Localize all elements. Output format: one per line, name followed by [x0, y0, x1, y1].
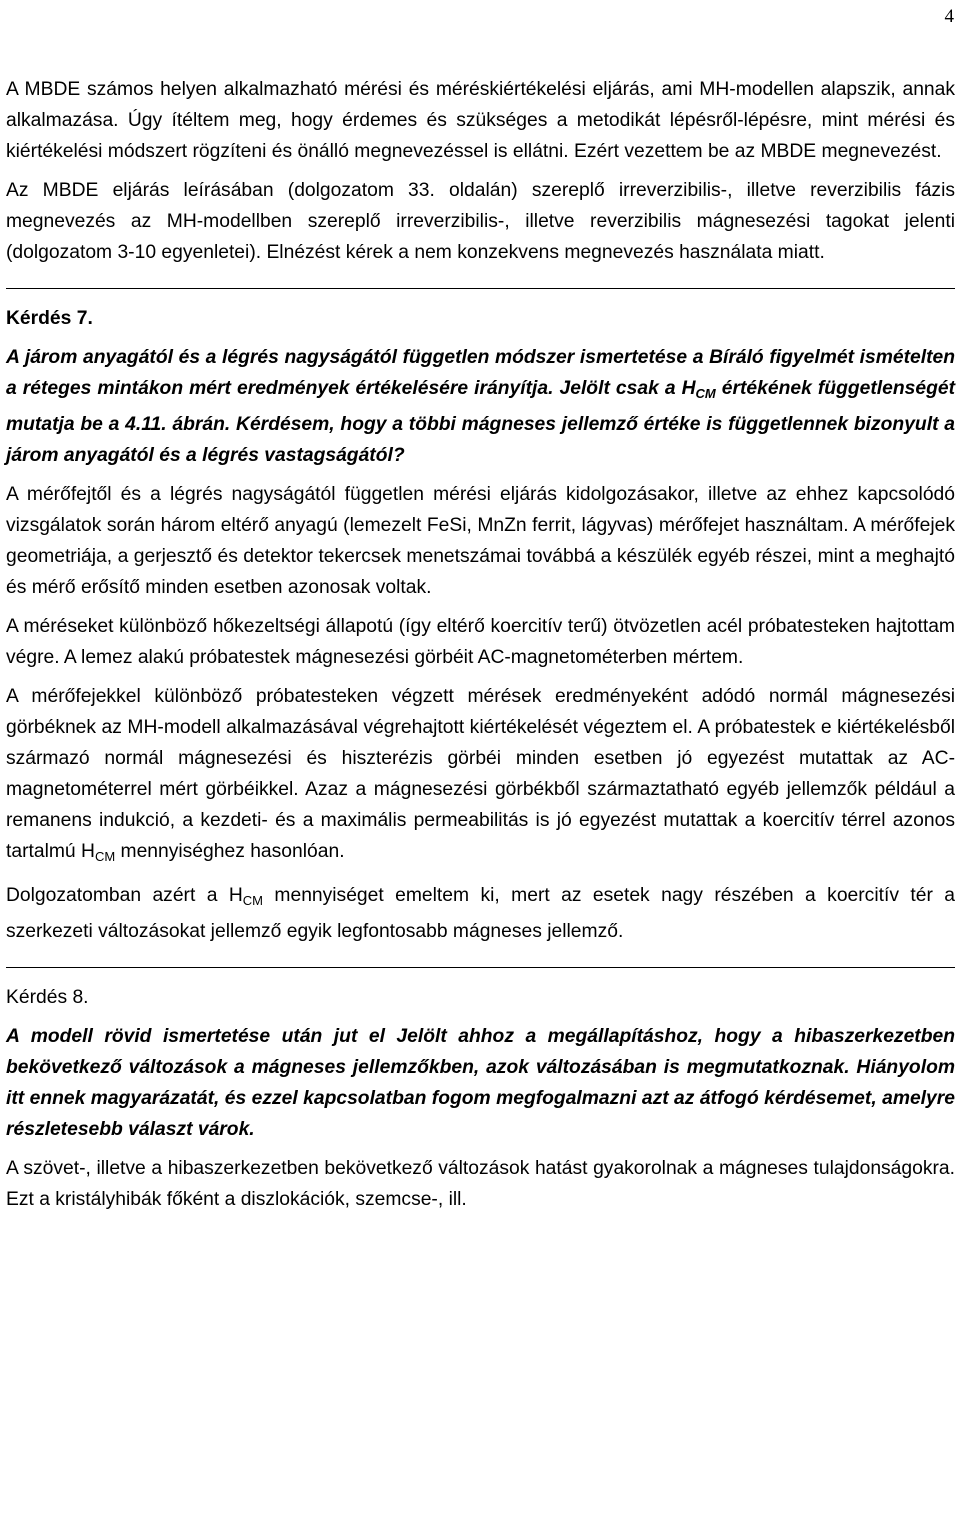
question-8-heading: Kérdés 8. [6, 987, 89, 1008]
page-number: 4 [944, 6, 954, 27]
answer-8-paragraph-1: A szövet-, illetve a hibaszerkezetben bekövetkező változások hatást gyakorolnak a mágneses tulajdonságokra. Ezt a kristályhibák főként a diszlokációk, szemcse-, ill. [6, 1158, 955, 1210]
section-divider [6, 288, 955, 289]
answer-7-text-part: mennyiséget emeltem ki, mert az esetek nagy részében a koercitív tér a szerkezeti változásokat jellemző egyik legfontosabb mágneses jellemző. [6, 885, 955, 942]
question-7-heading: Kérdés 7. [6, 308, 93, 329]
section-divider [6, 967, 955, 968]
question-8-text: A modell rövid ismertetése után jut el Jelölt ahhoz a megállapításhoz, hogy a hibaszerkezetben bekövetkező változások a mágneses jellemzőkben, azok változásában is megmutatkoznak. Hiányolom itt ennek magyarázatát, és ezzel kapcsolatban fogom megfogalmazni azt az átfogó kérdésemet, amelyre részletesebb választ várok. [6, 1026, 955, 1140]
question-7-text-part: A járom anyagától és a légrés nagyságától független módszer ismertetése a Bíráló figyelmét ismételten a réteges mintákon mért eredmények értékelésére irányítja. Jelölt csak a H [6, 347, 955, 399]
subscript: CM [695, 386, 716, 401]
intro-paragraph-2: Az MBDE eljárás leírásában (dolgozatom 33. oldalán) szereplő irreverzibilis-, illetve reverzibilis fázis megnevezés az MH-modellben szereplő irreverzibilis-, illetve reverzibilis mágnesezési tagokat jelenti (dolgozatom 3-10 egyenletei). Elnézést kérek a nem konzekvens megnevezés használata miatt. [6, 180, 955, 263]
answer-7-paragraph-4 [6, 880, 955, 947]
subscript: CM [242, 893, 263, 908]
answer-7-text-part: mennyiséghez hasonlóan. [115, 841, 345, 862]
answer-7-paragraph-3 [6, 681, 955, 872]
intro-paragraph-1: A MBDE számos helyen alkalmazható mérési és méréskiértékelési eljárás, ami MH-modellen alapszik, annak alkalmazása. Úgy ítéltem meg, hogy érdemes és szükséges a metodikát lépésről-lépésre, mint mérési és kiértékelési módszert rögzíteni és önálló megnevezéssel is ellátni. Ezért vezettem be az MBDE megnevezést. [6, 79, 955, 162]
question-7-text-part: értékének függetlenségét mutatja be a 4.11. ábrán. Kérdésem, hogy a többi mágneses jellemző értéke is függetlennek bizonyult a járom anyagától és a légrés vastagságától? [6, 378, 955, 466]
document-body [6, 74, 955, 1223]
subscript: CM [94, 849, 116, 864]
answer-7-text-part: A mérőfejekkel különböző próbatesteken végzett mérések eredményeként adódó normál mágnesezési görbéknek az MH-modell alkalmazásával végrehajtott kiértékelését végeztem el. A próbatestek e kiértékelésből származó normál mágnesezési és hiszterézis görbéi minden esetben jó egyezést mutattak az AC-magnetométerrel mért görbéikkel. Azaz a mágnesezési görbékből származtatható egyéb jellemzők például a remanens indukció, a kezdeti- és a maximális permeabilitás is jó egyezést mutattak a koercitív térrel azonos tartalmú H [6, 686, 955, 862]
answer-7-text-part: Dolgozatomban azért a H [6, 885, 243, 906]
answer-7-paragraph-2: A méréseket különböző hőkezeltségi állapotú (így eltérő koercitív terű) ötvözetlen acél próbatesteken hajtottam végre. A lemez alakú próbatestek mágnesezési görbéit AC-magnetométerben mértem. [6, 616, 955, 668]
answer-7-paragraph-1: A mérőfejtől és a légrés nagyságától független mérési eljárás kidolgozásakor, illetve az ehhez kapcsolódó vizsgálatok során három eltérő anyagú (lemezelt FeSi, MnZn ferrit, lágyvas) mérőfejet használtam. A mérőfejek geometriája, a gerjesztő és detektor tekercsek menetszámai továbbá a készülék egyéb részei, mint a meghajtó és mérő erősítő minden esetben azonosak voltak. [6, 484, 955, 598]
question-7-text [6, 342, 955, 471]
